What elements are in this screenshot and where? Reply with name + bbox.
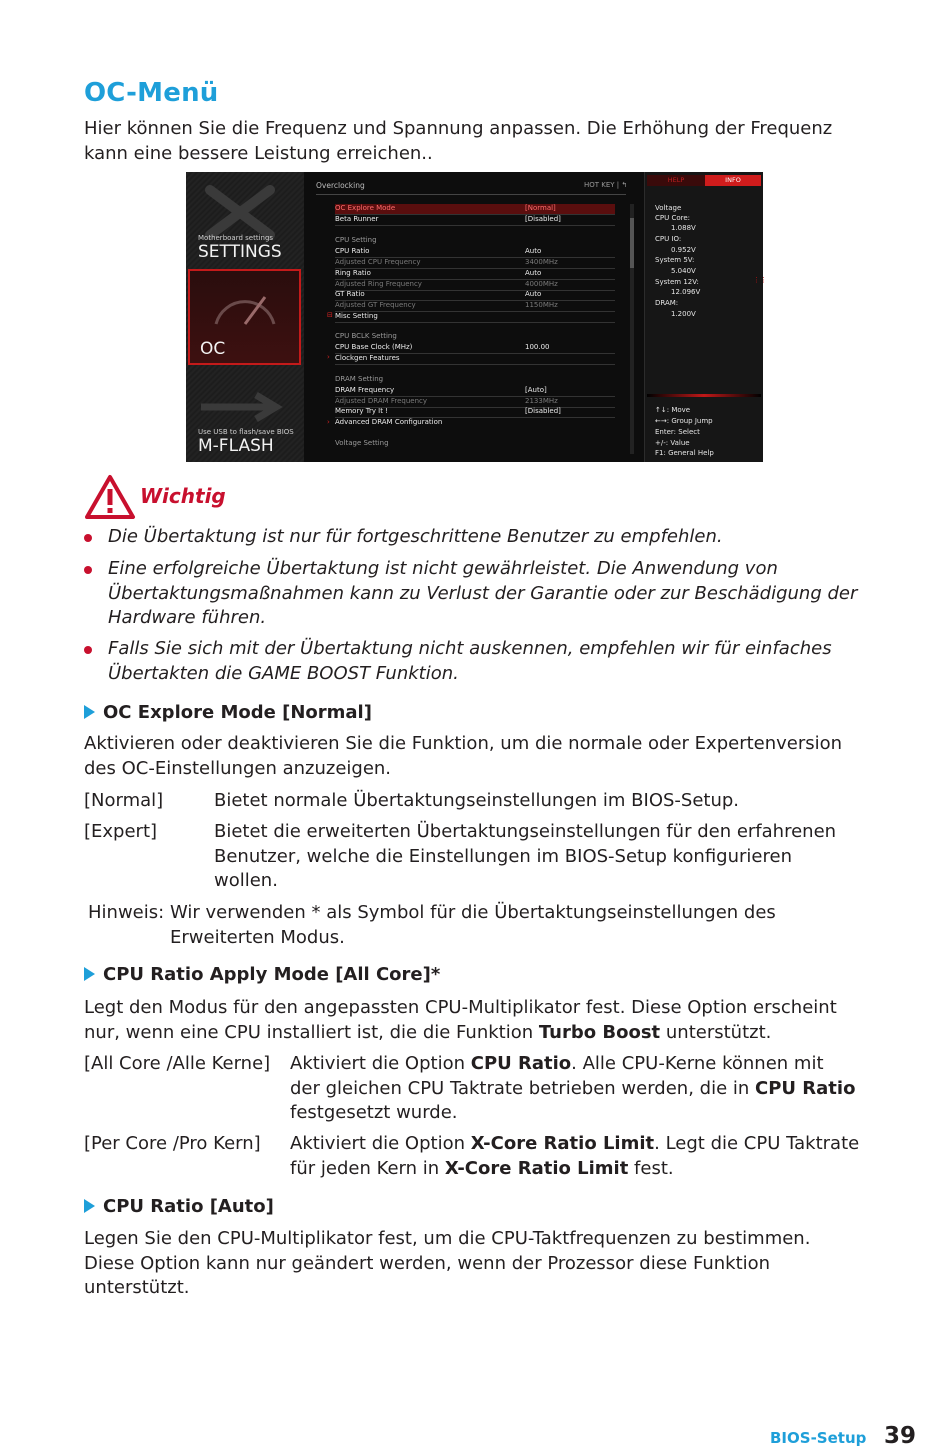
bios-row-oc-explore-mode[interactable]: OC Explore Mode [Normal] (335, 204, 615, 215)
usb-icon (196, 387, 286, 427)
section-desc: Legt den Modus für den angepassten CPU-Multiplikator fest. Diese Option erscheint nur, wenn eine CPU installiert ist, die die Funktion Turbo Boost unterstützt. (84, 997, 837, 1043)
option-text: Bietet normale Übertaktungseinstellungen im BIOS-Setup. (214, 790, 740, 811)
triangle-bullet-icon (84, 705, 95, 719)
section-dram-setting: DRAM Setting (335, 375, 384, 383)
section-desc: Aktivieren oder deaktivieren Sie die Funktion, um die normale oder Expertenversion des OC-Einstellungen anzuzeigen. (84, 733, 843, 779)
collapse-icon: ⊟ (327, 311, 333, 319)
section-bclk-setting: CPU BCLK Setting (335, 332, 397, 340)
warning-icon (84, 474, 136, 520)
gauge-icon (210, 279, 280, 329)
section-cpu-setting: CPU Setting (335, 236, 377, 244)
option-text: Aktiviert die Option CPU Ratio. Alle CPU-Kerne können mit der gleichen CPU Taktrate betrieben werden, die in CPU Ratio festgesetzt wurde. (290, 1053, 856, 1123)
triangle-bullet-icon (84, 1199, 95, 1213)
bios-info-panel: HELP INFO Voltage CPU Core: 1.088V CPU IO: 0.952V System 5V: 5.040V System 12V: 12.096V DRAM: 1.200V ⋮⋮ ↑↓: Move ←→: Group Jump Enter: Select +/-: Value F1: General Help (644, 172, 763, 462)
section-desc: Legen Sie den CPU-Multiplikator fest, um die CPU-Taktfrequenzen zu bestimmen. Diese Option kann nur geändert werden, wenn der Prozessor diese Funktion unterstützt. (84, 1228, 811, 1298)
option-key: [Expert] (84, 821, 158, 842)
bios-row-adjusted-dram-frequency: Adjusted DRAM Frequency 2133MHz (335, 397, 615, 408)
page-number: 39 (884, 1423, 917, 1449)
key-hint-move: ↑↓: Move (655, 406, 691, 414)
bios-row-misc-setting[interactable]: Misc Setting (335, 312, 615, 323)
bios-row-clockgen-features[interactable]: Clockgen Features (335, 354, 615, 365)
warning-title: Wichtig (140, 484, 226, 508)
mflash-caption: Use USB to flash/save BIOS (198, 428, 294, 436)
bios-row-cpu-ratio[interactable]: CPU Ratio Auto (335, 247, 615, 258)
triangle-bullet-icon (84, 967, 95, 981)
tab-help[interactable]: HELP (647, 175, 705, 186)
bios-row-cpu-base-clock[interactable]: CPU Base Clock (MHz) 100.00 (335, 343, 615, 354)
bios-row-beta-runner[interactable]: Beta Runner [Disabled] (335, 215, 615, 226)
settings-caption: Motherboard settings (198, 234, 274, 242)
option-key: [Normal] (84, 790, 164, 811)
bios-row-dram-frequency[interactable]: DRAM Frequency [Auto] (335, 386, 615, 397)
bios-row-gt-ratio[interactable]: GT Ratio Auto (335, 290, 615, 301)
manual-page: OC-Menü Hier können Sie die Frequenz und Spannung anpassen. Die Erhöhung der Frequenz kann eine bessere Leistung erreichen.. Motherboard settings SETTINGS OC Use USB to flash/save BIOS M-FLASH Overclocking HOT KEY | ↰ OC Explore Mode [Normal] Beta Runner [Disabled] CPU Setting CPU Ratio Auto Adjusted CPU Frequency 3400MHz Ring Ratio Auto Adjusted Ring Frequency 4000MHz GT Ratio Auto Adjusted GT Frequency 1150MHz ⊟ Misc Setting CPU BCLK Setting CPU Base Clock (MHz) 100.00 › Clockgen Features DRAM Setting DRAM Frequency [Auto] Adjusted DRAM Frequency 2133MHz Memory Try It ! [Disabled] › Advanced DRAM Configuration Voltage Setting HELP INFO Voltage CPU Core: 1.088V CPU IO: 0.952V System 5V: 5.040V System 12V: 12.096V DRAM: 1.200V ⋮⋮ ↑↓: Move ←→: Group Jump Enter: Select +/-: Value F1: General Help Wichtig Die Übertaktung ist nur für fortgeschrittene Benutzer zu empfehlen. Eine erfolgreiche Übertaktung ist nicht gewährleistet. Die Anwendung von Übertaktungsmaßnahmen kann zu Verlust der Garantie oder zur Beschädigung der Hardware führen. Falls Sie sich mit der Übertaktung nicht auskennen, empfehlen wir für einfaches Übertakten die GAME BOOST Funktion. OC Explore Mode [Normal] Aktivieren oder deaktivieren Sie die Funktion, um die normale oder Expertenversion des OC-Einstellungen anzuzeigen. [Normal] Bietet normale Übertaktungseinstellungen im BIOS-Setup. [Expert] Bietet die erweiterten Übertaktungseinstellungen für den erfahrenen Benutzer, welche die Einstellungen im BIOS-Setup konfigurieren wollen. Hinweis: Wir verwenden * als Symbol für die Übertaktungseinstellungen des Erweiterten Modus. CPU Ratio Apply Mode [All Core]* Legt den Modus für den angepassten CPU-Multiplikator fest. Diese Option erscheint nur, wenn eine CPU installiert ist, die die Funktion Turbo Boost unterstützt. [All Core /Alle Kerne] Aktiviert die Option CPU Ratio. Alle CPU-Kerne können mit der gleichen CPU Taktrate betrieben werden, die in CPU Ratio festgesetzt wurde. [Per Core /Pro Kern] Aktiviert die Option X-Core Ratio Limit. Legt die CPU Taktrate für jeden Kern in X-Core Ratio Limit fest. CPU Ratio [Auto] Legen Sie den CPU-Multiplikator fest, um die CPU-Taktfrequenzen zu bestimmen. Diese Option kann nur geändert werden, wenn der Prozessor diese Funktion unterstützt. BIOS-Setup 39 (84, 78, 917, 1449)
section-heading-cpu-ratio: CPU Ratio [Auto] (84, 1196, 274, 1217)
hotkey-label[interactable]: HOT KEY | ↰ (584, 181, 628, 189)
side-marker-icon: ⋮⋮ (753, 276, 767, 284)
section-heading-cpu-ratio-apply-mode: CPU Ratio Apply Mode [All Core]* (84, 964, 440, 985)
key-hint-select: Enter: Select (655, 428, 700, 436)
bios-row-adjusted-ring-frequency: Adjusted Ring Frequency 4000MHz (335, 280, 615, 291)
option-text: Aktiviert die Option X-Core Ratio Limit. Legt die CPU Taktrate für jeden Kern in X-Core Ratio Limit fest. (290, 1133, 860, 1179)
key-hint-group-jump: ←→: Group Jump (655, 417, 713, 425)
submenu-arrow-icon: › (327, 353, 330, 361)
option-key: [All Core /Alle Kerne] (84, 1053, 271, 1074)
scrollbar[interactable] (630, 204, 634, 454)
key-hint-value: +/-: Value (655, 439, 690, 447)
tab-info[interactable]: INFO (705, 175, 761, 186)
bios-settings-panel (308, 172, 642, 462)
section-voltage-setting: Voltage Setting (335, 439, 389, 447)
bios-row-adjusted-gt-frequency: Adjusted GT Frequency 1150MHz (335, 301, 615, 312)
bios-row-adjusted-cpu-frequency: Adjusted CPU Frequency 3400MHz (335, 258, 615, 269)
bios-screenshot (186, 172, 767, 462)
bios-row-memory-try-it[interactable]: Memory Try It ! [Disabled] (335, 407, 615, 418)
option-key: [Per Core /Pro Kern] (84, 1133, 261, 1154)
key-hint-help: F1: General Help (655, 449, 714, 457)
bios-left-menu (186, 172, 304, 462)
section-heading-oc-explore-mode: OC Explore Mode [Normal] (84, 702, 372, 723)
submenu-arrow-icon: › (327, 418, 330, 426)
intro-text: Hier können Sie die Frequenz und Spannung anpassen. Die Erhöhung der Frequenz kann eine bessere Leistung erreichen.. (84, 118, 833, 164)
note-text: Wir verwenden * als Symbol für die Übertaktungseinstellungen des Erweiterten Modus. (170, 902, 776, 948)
page-title: OC-Menü (84, 78, 219, 108)
tools-icon (200, 180, 290, 240)
bios-row-advanced-dram[interactable]: Advanced DRAM Configuration (335, 418, 443, 426)
bios-row-ring-ratio[interactable]: Ring Ratio Auto (335, 269, 615, 280)
oc-menu-item[interactable] (188, 269, 301, 365)
footer-section-label: BIOS-Setup (770, 1429, 867, 1447)
oc-label: OC (200, 339, 226, 359)
note-key: Hinweis: (88, 902, 165, 923)
option-text: Bietet die erweiterten Übertaktungseinstellungen für den erfahrenen Benutzer, welche die Einstellungen im BIOS-Setup konfigurieren wollen. (214, 821, 837, 891)
settings-menu-item[interactable]: SETTINGS (198, 242, 282, 262)
mflash-menu-item[interactable]: M-FLASH (198, 436, 274, 456)
panel-header: Overclocking (316, 181, 365, 190)
